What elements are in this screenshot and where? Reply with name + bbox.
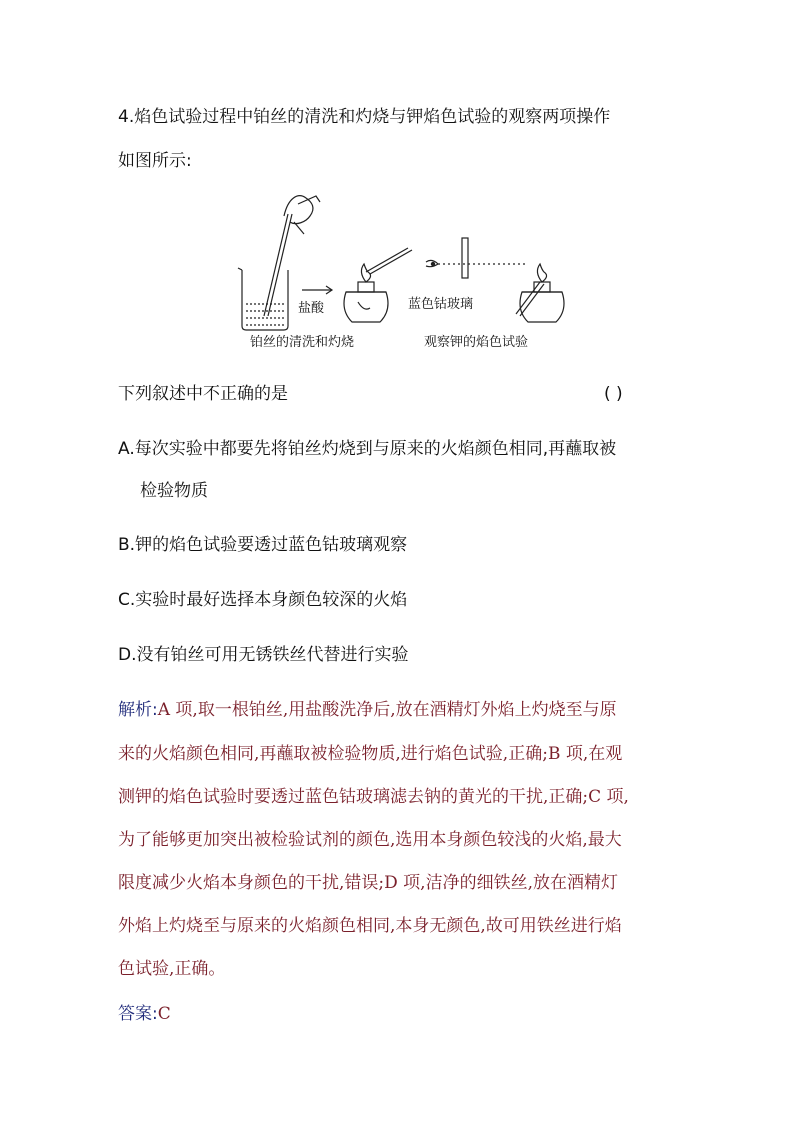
option-a-line1: A.每次实验中都要先将铂丝灼烧到与原来的火焰颜色相同,再蘸取被 [118, 439, 617, 459]
alcohol-lamp-icon-2 [516, 264, 564, 322]
cobalt-glass-icon [426, 238, 526, 278]
beaker-icon [238, 268, 288, 330]
analysis-text-1: A 项,取一根铂丝,用盐酸洗净后,放在酒精灯外焰上灼烧至与原 [157, 700, 617, 720]
question-stem-line1: 4.焰色试验过程中铂丝的清洗和灼烧与钾焰色试验的观察两项操作 [118, 107, 611, 127]
caption-right: 观察钾的焰色试验 [424, 335, 529, 350]
analysis-line1 [118, 699, 617, 721]
analysis-line2: 来的火焰颜色相同,再蘸取被检验物质,进行焰色试验,正确;B 项,在观 [118, 744, 623, 764]
analysis-line3: 测钾的焰色试验时要透过蓝色钴玻璃滤去钠的黄光的干扰,正确;C 项, [118, 787, 629, 807]
question-stem-line2: 如图所示: [118, 151, 192, 171]
alcohol-lamp-icon [344, 248, 412, 322]
label-acid: 盐酸 [298, 301, 325, 316]
analysis-line7: 色试验,正确。 [118, 959, 226, 979]
hand-with-wire-icon [264, 196, 320, 316]
option-c: C.实验时最好选择本身颜色较深的火焰 [118, 590, 408, 610]
caption-left: 铂丝的清洗和灼烧 [250, 335, 355, 350]
analysis-line5: 限度减少火焰本身颜色的干扰,错误;D 项,洁净的细铁丝,放在酒精灯 [118, 873, 618, 893]
analysis-line6: 外焰上灼烧至与原来的火焰颜色相同,本身无颜色,故可用铁丝进行焰 [118, 916, 622, 936]
answer-bracket: ( ) [604, 384, 623, 404]
answer-line [118, 1003, 171, 1025]
analysis-label: 解析: [118, 700, 158, 720]
option-a-line2: 检验物质 [140, 481, 208, 501]
experiment-figure [228, 186, 568, 358]
label-cobalt-glass: 蓝色钴玻璃 [408, 297, 474, 312]
analysis-line4: 为了能够更加突出被检验试剂的颜色,选用本身颜色较浅的火焰,最大 [118, 830, 622, 850]
arrow-icon [302, 286, 332, 294]
question-prompt: 下列叙述中不正确的是 [118, 384, 288, 404]
option-b: B.钾的焰色试验要透过蓝色钴玻璃观察 [118, 535, 408, 555]
option-d: D.没有铂丝可用无锈铁丝代替进行实验 [118, 645, 409, 665]
answer-value: C [157, 1004, 171, 1024]
answer-label: 答案: [118, 1004, 158, 1024]
